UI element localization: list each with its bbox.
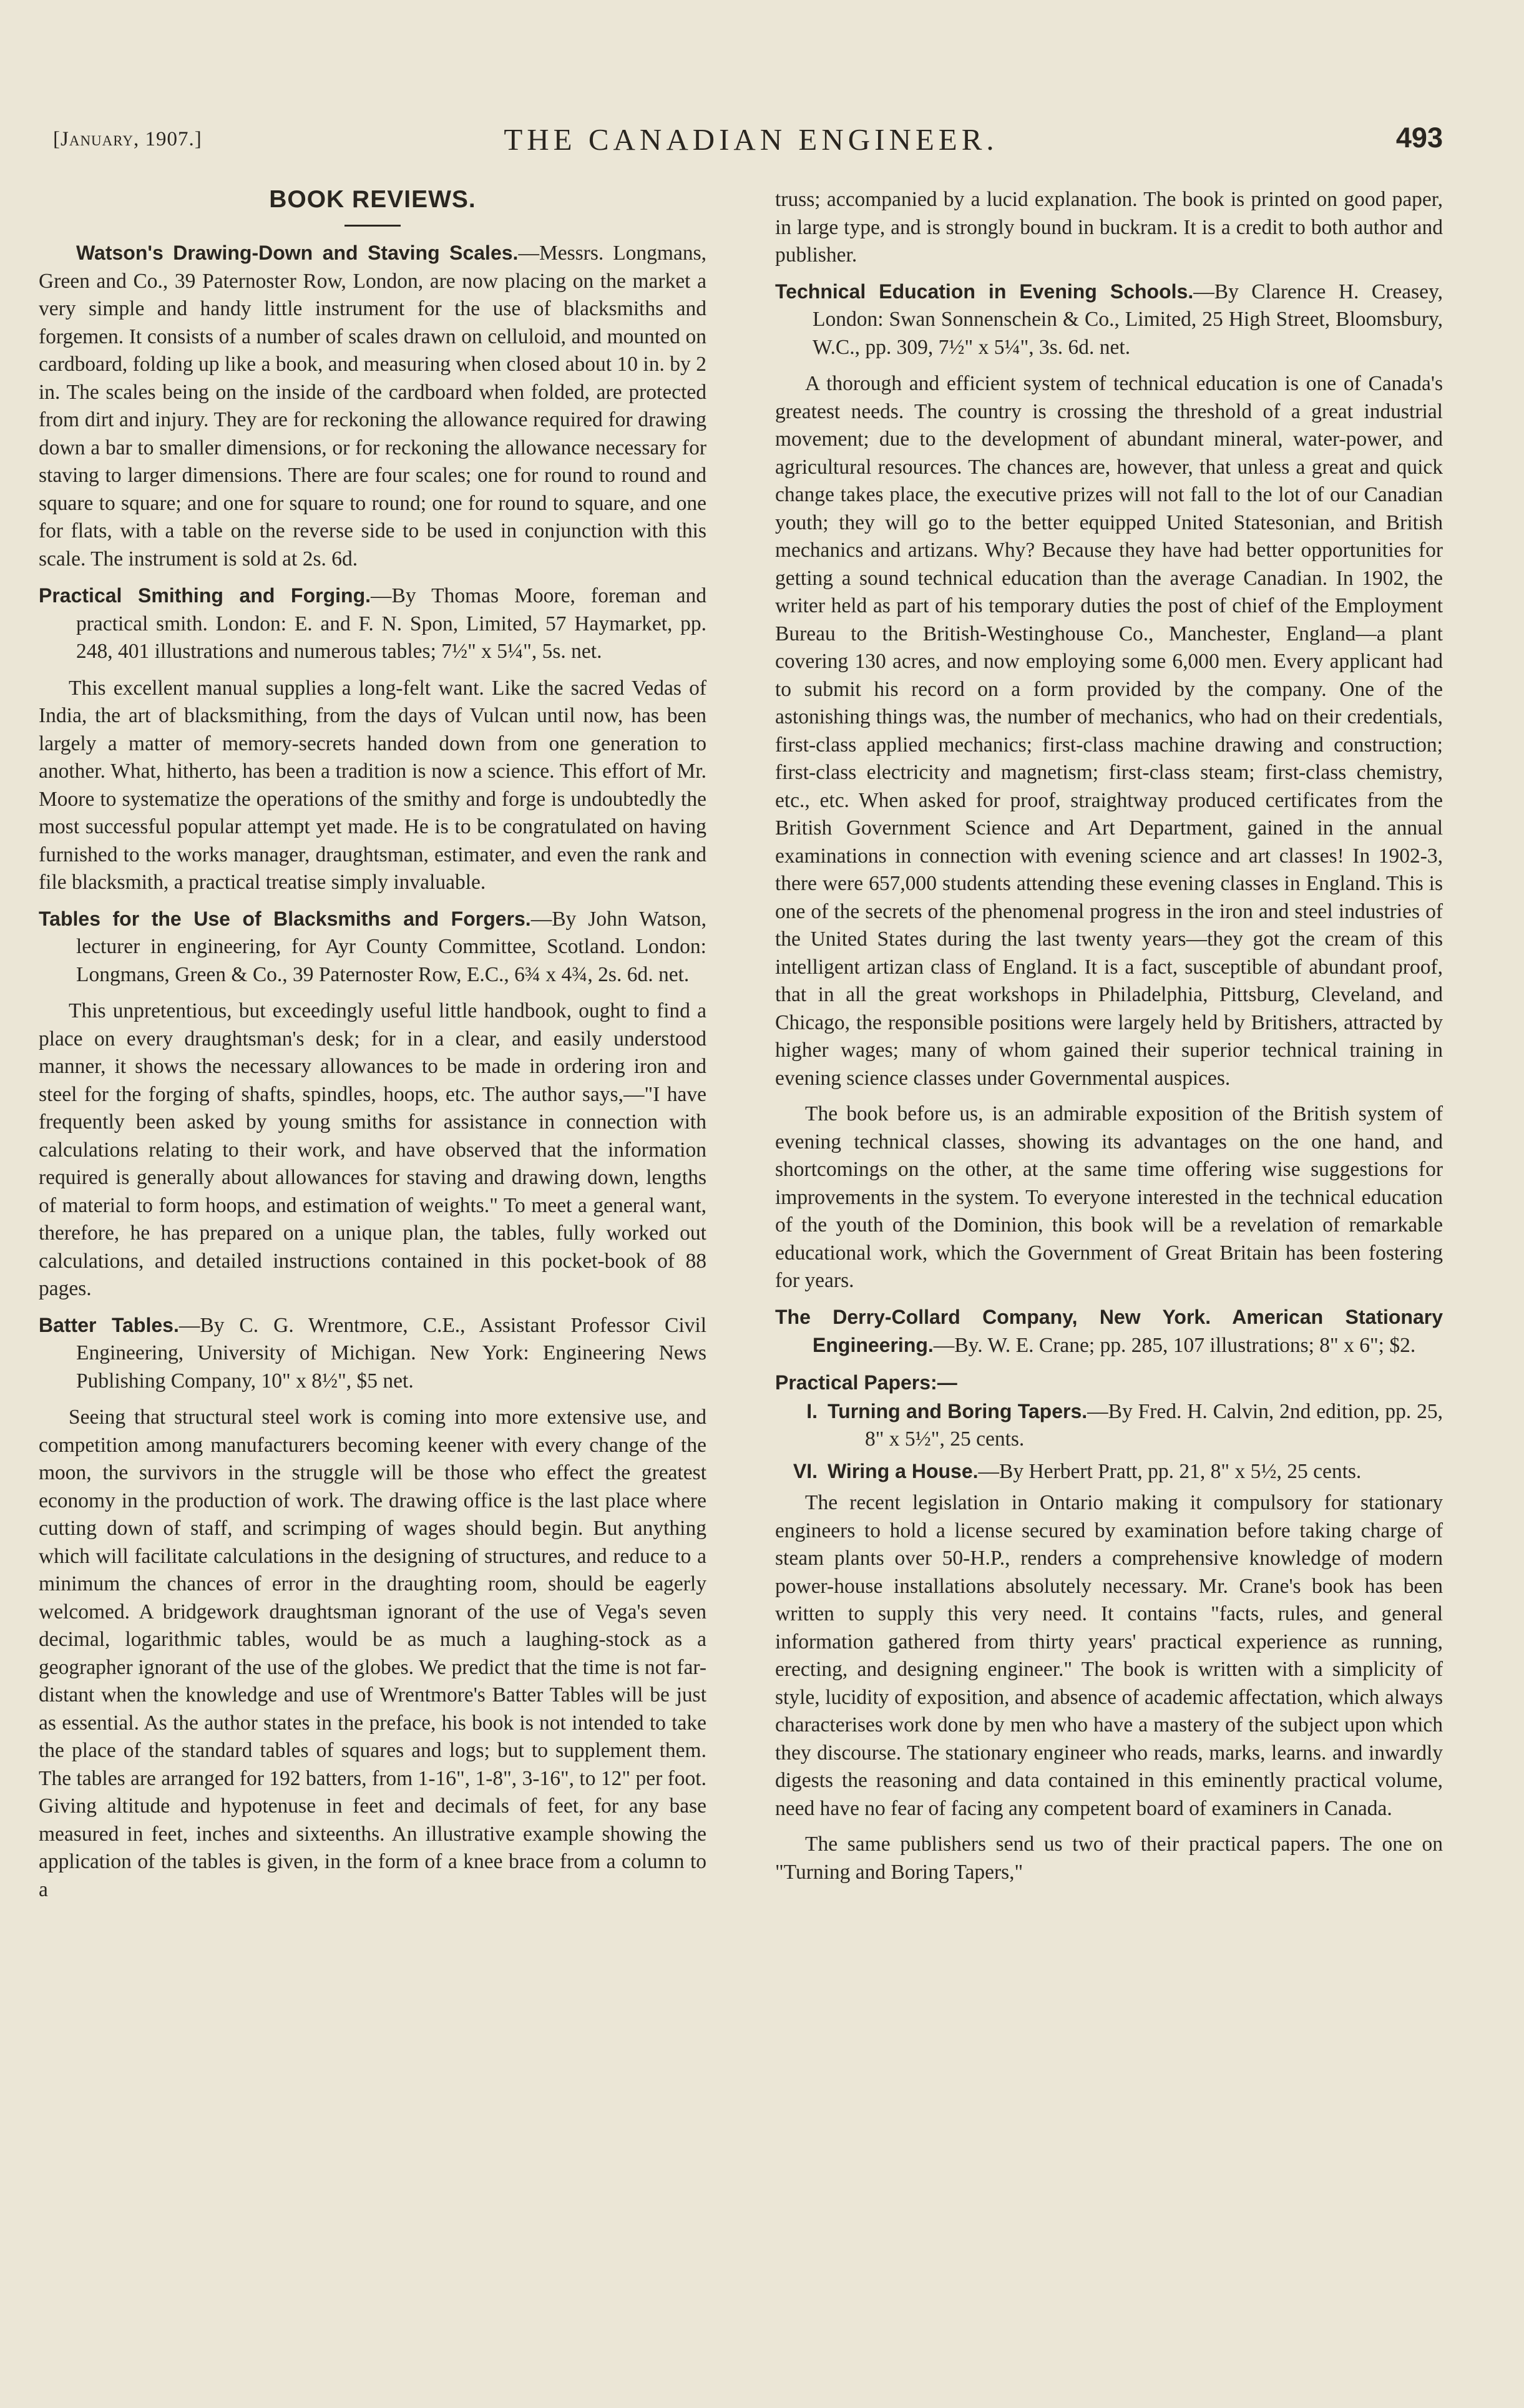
review-entry-watson-scales [39, 239, 706, 573]
review-text: —Messrs. Longmans, Green and Co., 39 Paternoster Row, London, are now placing on the market a very simple and handy little instrument for the use of blacksmiths and forgemen. It consists of a number of scales drawn on celluloid, and mounted on cardboard, folding up like a book, and measuring when closed about 10 in. by 2 in. The scales being on the inside of the cardboard when folded, are protected from dirt and injury. They are for reckoning the allowance required for drawing down a bar to smaller dimensions, or for reckoning the allowance necessary for staving to larger dimensions. There are four scales; one for round to round and square to square; and one for square to round; one for round to square, and one for flats, with a table on the reverse side to be used in conjunction with this scale. The instrument is sold at 2s. 6d. [39, 242, 706, 570]
journal-title: THE CANADIAN ENGINEER. [504, 122, 999, 157]
page-number: 493 [1395, 122, 1443, 154]
review-paragraph: The same publishers send us two of their practical papers. The one on "Turning and Boring Tapers," [775, 1833, 1443, 1884]
issue-date: [January, 1907.] [53, 128, 202, 150]
page-header [53, 122, 1449, 165]
review-citation: —By. W. E. Crane; pp. 285, 107 illustrations; 8" x 6"; $2. [933, 1334, 1416, 1357]
paper-number: I. [806, 1399, 818, 1422]
review-paragraph: This excellent manual supplies a long-felt want. Like the sacred Vedas of India, the art of blacksmithing, from the days of Vulcan until now, has been largely a matter of memory-secrets handed down from one generation to another. What, hitherto, has been a tradition is now a science. This effort of Mr. Moore to systematize the operations of the smithy and forge is undoubtedly the most successful popular attempt yet made. He is to be congratulated on having furnished to the works manager, draughtsman, estimater, and even the rank and file blacksmith, a practical treatise simply invaluable. [39, 676, 706, 894]
paper-title: Wiring a House. [828, 1459, 979, 1482]
continued-paragraph: truss; accompanied by a lucid explanation. The book is printed on good paper, in large type, and is strongly bound in buckram. It is a credit to both author and publisher. [775, 188, 1443, 267]
right-column [775, 186, 1443, 1912]
review-entry-technical-education [775, 278, 1443, 362]
review-entry-batter-tables [39, 1311, 706, 1396]
review-paragraph: The book before us, is an admirable exposition of the British system of evening technical classes, showing its advantages on the one hand, and shortcomings on the other, at the same time offering wise suggestions for improvements in the system. To everyone interested in the technical education of the youth of the Dominion, this book will be a revelation of remarkable educational work, which the Government of Great Britain has been fostering for years. [775, 1102, 1443, 1292]
review-paragraph: This unpretentious, but exceedingly useful little handbook, ought to find a place on every draughtsman's desk; for in a clear, and easily understood manner, it shows the necessary allowances to be made in ordering iron and steel for the forging of shafts, spindles, hoops, etc. The author says,—"I have frequently been asked by young smiths for assistance in connection with calculations relating to their work, and have observed that the information required is generally about allowances for staving and drawing down, lengths of material to form hoops, and estimation of weights." To meet a general want, therefore, he has prepared on a unique plan, the tables, fully worked out calculations, and detailed instructions contained in this pocket-book of 88 pages. [39, 999, 706, 1300]
review-title: Batter Tables. [39, 1313, 179, 1336]
title-rule [344, 225, 401, 227]
text-columns [39, 186, 1443, 1912]
paper-number: VI. [793, 1459, 818, 1482]
review-title: Watson's Drawing-Down and Staving Scales. [76, 242, 519, 264]
review-paragraph: The recent legislation in Ontario making it compulsory for stationary engineers to hold a license secured by examination before taking charge of steam plants over 50-H.P., renders a comprehensive knowledge of modern power-house installations absolutely necessary. Mr. Crane's book has been written to supply this very need. It contains "facts, rules, and general information gathered from thirty years' practical experience as running, erecting, and designing engineer." The book is written with a simplicity of style, lucidity of exposition, and absence of academic affectation, which always characterises work done by men who have a mastery of the subject upon which they discourse. The stationary engineer who reads, marks, learns. and inwardly digests the reasoning and data contained in this eminently practical volume, need have no fear of facing any competent board of examiners in Canada. [775, 1491, 1443, 1820]
review-entry-stationary-engineering [775, 1303, 1443, 1360]
review-citation: —By Clarence H. Creasey, London: Swan Sonnenschein & Co., Limited, 25 High Street, Bloomsbury, W.C., pp. 309, 7½" x 5¼", 3s. 6d. net. [813, 280, 1443, 359]
review-citation: —By John Watson, lecturer in engineering, for Ayr County Committee, Scotland. London: Longmans, Green & Co., 39 Paternoster Row, E.C., 6¾ x 4¾, 2s. 6d. net. [76, 907, 707, 986]
review-citation: —By Thomas Moore, foreman and practical smith. London: E. and F. N. Spon, Limited, 57 Haymarket, pp. 248, 401 illustrations and numerous tables; 7½" x 5¼", 5s. net. [76, 584, 707, 663]
paper-title: Turning and Boring Tapers. [828, 1399, 1088, 1422]
review-entry-practical-smithing [39, 582, 706, 666]
review-title: Technical Education in Evening Schools. [775, 280, 1194, 303]
review-paragraph: Seeing that structural steel work is coming into more extensive use, and competition among manufacturers becoming keener with every change of the moon, the survivors in the struggle will be those who effect the greatest economy in the production of work. The drawing office is the last place where cutting down of staff, and scrimping of wages should begin. But anything which will facilitate calculations in the designing of structures, and reduce to a minimum the chances of error in the draughting room, should be eagerly welcomed. A bridgework draughtsman ignorant of the use of Vega's seven decimal, logarithmic tables, would be as much a laughing-stock as a geographer ignorant of the use of the globes. We predict that the time is not far-distant when the knowledge and use of Wrentmore's Batter Tables will be just as essential. As the author states in the preface, his book is not intended to take the place of the standard tables of squares and logs; but to supplement them. The tables are arranged for 192 batters, from 1-16", 1-8", 3-16", to 12" per foot. Giving altitude and hypotenuse in feet and decimals of feet, for any base measured in feet, inches and sixteenths. An illustrative example showing the application of the tables is given, in the form of a knee brace from a column to a [39, 1406, 706, 1901]
review-citation: —By C. G. Wrentmore, C.E., Assistant Professor Civil Engineering, University of Michigan. New York: Engineering News Publishing Company, 10" x 8½", $5 net. [76, 1313, 707, 1392]
paper-citation: —By Herbert Pratt, pp. 21, 8" x 5½, 25 cents. [978, 1459, 1362, 1483]
section-title: BOOK REVIEWS. [269, 186, 476, 213]
review-title: The Derry-Collard Company, New York. American Stationary Engineering. [775, 1305, 1443, 1356]
review-paragraph: A thorough and efficient system of technical education is one of Canada's greatest needs. The country is crossing the threshold of a great industrial movement; due to the development of abundant mineral, water-power, and agricultural resources. The chances are, however, that unless a great and quick change takes place, the executive prizes will not fall to the lot of our Canadian youth; they will go to the better equipped United Statesonian, and British mechanics and artizans. Why? Because they have had better opportunities for getting a sound technical education than the average Canadian. In 1902, the writer held as part of his temporary duties the post of chief of the Employment Bureau to the British-Westinghouse Co., Manchester, England—a plant covering 130 acres, and now employing some 6,000 men. Every applicant had to submit his record on a form provided by the company. One of the astonishing things was, the number of mechanics, who had on their credentials, first-class applied mechanics; first-class machine drawing and construction; first-class electricity and magnetism; first-class steam; first-class chemistry, etc., etc. When asked for proof, straightway produced certificates from the British Government Science and Art Department, gained in the annual examinations in connection with evening science and art classes! In 1902-3, there were 657,000 students attending these evening classes in England. This is one of the secrets of the phenomenal progress in the iron and steel industries of the United States during the last twenty years—they got the cream of this intelligent artizan class of England. It is a fact, susceptible of abundant proof, that in all the great workshops in Philadelphia, Pittsburg, Cleveland, and Chicago, the responsible positions were largely held by Britishers, attracted by higher wages; many of whom gained their superior technical training in evening science classes under Governmental auspices. [775, 372, 1443, 1090]
paper-text [828, 1397, 1443, 1454]
practical-paper-item [775, 1457, 1443, 1486]
review-title: Tables for the Use of Blacksmiths and Forgers. [39, 907, 531, 930]
left-column [39, 186, 706, 1912]
paper-text [828, 1457, 1443, 1486]
review-entry-blacksmith-tables [39, 905, 706, 989]
practical-papers-heading: Practical Papers:— [775, 1371, 957, 1394]
practical-paper-item [775, 1397, 1443, 1454]
review-title: Practical Smithing and Forging. [39, 584, 371, 607]
paper-citation: —By Fred. H. Calvin, 2nd edition, pp. 25, 8" x 5½", 25 cents. [865, 1399, 1443, 1451]
